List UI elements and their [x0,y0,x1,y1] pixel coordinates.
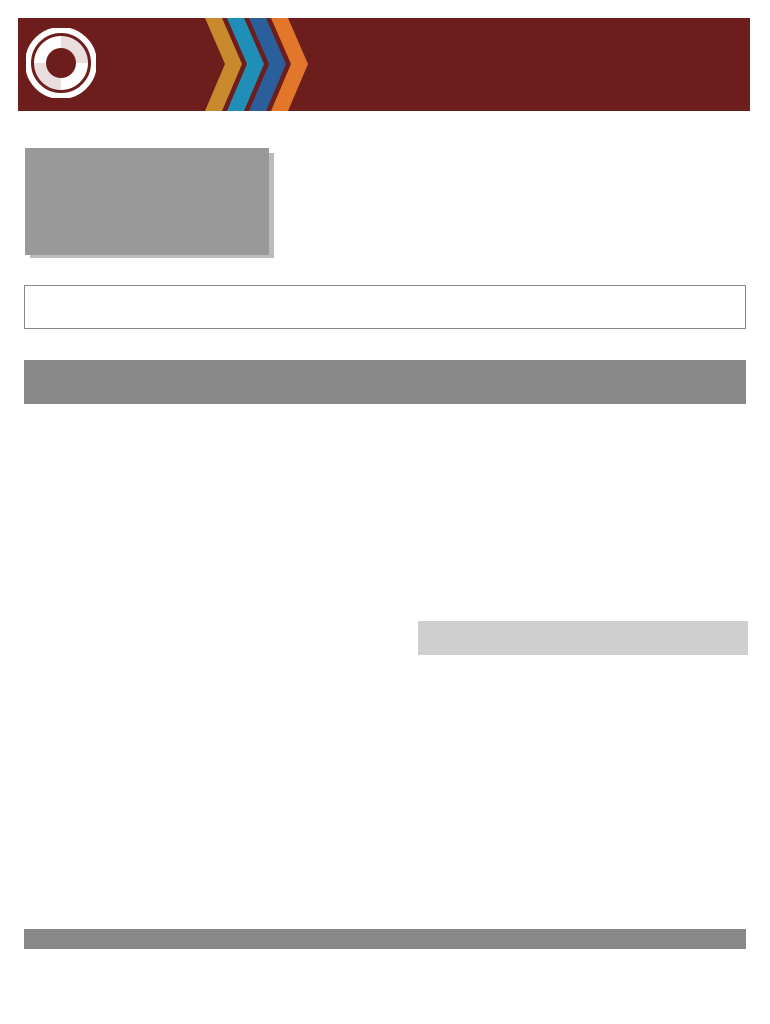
plan-title [24,360,746,365]
contact-box [25,148,269,255]
header-banner [18,18,750,111]
college-logo-icon [26,28,96,98]
summer-highlight [418,621,748,655]
plan-header [24,360,746,404]
total-bar [24,929,746,949]
chevron-stripes-icon [200,18,330,111]
prereq-box [24,285,746,329]
